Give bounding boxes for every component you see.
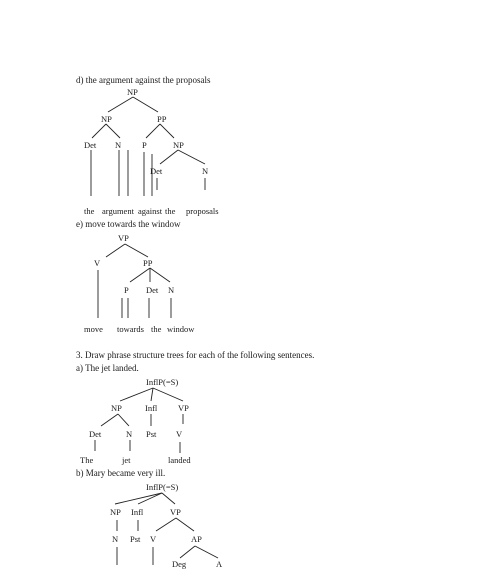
word: move	[84, 324, 103, 334]
word: towards	[117, 324, 144, 334]
node-p: P	[142, 140, 147, 150]
word: window	[167, 324, 195, 334]
node-n: N	[126, 429, 133, 439]
node-inflp-root: InflP(=S)	[146, 482, 179, 492]
node-inflp-root: InflP(=S)	[146, 377, 179, 387]
node-np-root: NP	[127, 87, 138, 97]
node-infl: Infl	[131, 507, 144, 517]
node-np: NP	[110, 507, 121, 517]
node-infl: Infl	[145, 403, 158, 413]
node-pst: Pst	[146, 429, 157, 439]
node-vp: VP	[178, 403, 189, 413]
node-n: N	[115, 140, 122, 150]
node-vp: VP	[170, 507, 181, 517]
node-det: Det	[146, 285, 159, 295]
node-v: V	[150, 534, 157, 544]
question-3-heading: 3. Draw phrase structure trees for each of the following sentences.	[76, 350, 315, 360]
word: against	[138, 206, 163, 216]
node-a: A	[216, 559, 223, 569]
word: the	[165, 206, 176, 216]
node-n-inner: N	[202, 166, 209, 176]
node-n: N	[112, 534, 119, 544]
word: jet	[122, 455, 131, 465]
node-np-inner: NP	[173, 140, 184, 150]
node-vp: VP	[118, 233, 129, 243]
node-n: N	[168, 285, 175, 295]
node-np-left: NP	[101, 114, 112, 124]
word: the	[151, 324, 162, 334]
word: proposals	[186, 206, 219, 216]
word: landed	[168, 455, 191, 465]
word: The	[80, 455, 94, 465]
node-p: P	[124, 285, 129, 295]
node-ap: AP	[191, 534, 202, 544]
node-v: V	[176, 429, 183, 439]
node-deg: Deg	[172, 559, 187, 569]
section-d-heading: d) the argument against the proposals	[76, 75, 211, 85]
word: argument	[102, 206, 134, 216]
word: the	[84, 206, 95, 216]
node-pp: PP	[143, 258, 153, 268]
node-det-inner: Det	[150, 166, 163, 176]
node-pst: Pst	[130, 534, 141, 544]
question-3b-heading: b) Mary became very ill.	[76, 468, 166, 478]
question-3a-heading: a) The jet landed.	[76, 363, 139, 373]
section-e-heading: e) move towards the window	[76, 219, 181, 229]
node-det: Det	[84, 140, 97, 150]
node-np: NP	[111, 403, 122, 413]
node-v: V	[94, 258, 101, 268]
node-pp: PP	[157, 114, 167, 124]
node-det: Det	[89, 429, 102, 439]
